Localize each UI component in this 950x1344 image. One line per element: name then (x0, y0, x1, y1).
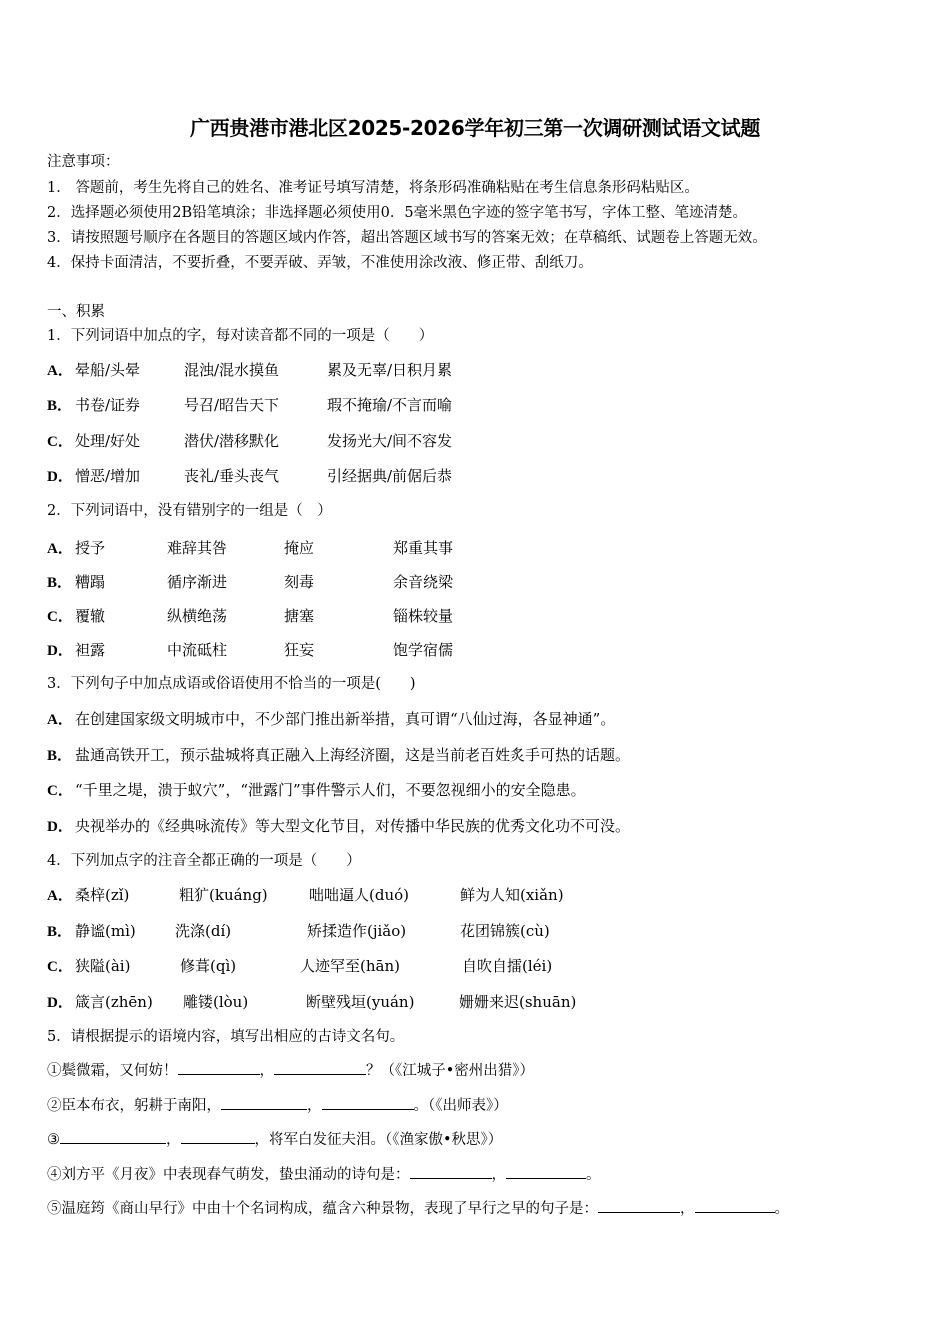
option-text: 盐通高铁开工，预示盐城将真正融入上海经济圈，这是当前老百姓炙手可热的话题。 (75, 746, 631, 764)
option-item: 晕船/头晕 (75, 361, 141, 379)
option-item: 静谧(mì) (75, 922, 136, 940)
notice-item-3: 3．请按照题号顺序在各题目的答题区域内作答，超出答题区域书写的答案无效；在草稿纸、试题卷上答题无效。 (47, 230, 767, 246)
option-item: 狭隘(ài) (75, 957, 131, 975)
option-text: “千里之堤，溃于蚁穴”，“泄露门”事件警示人们，不要忽视细小的安全隐患。 (75, 781, 586, 799)
answer-blank[interactable] (178, 1060, 260, 1075)
item-text: ， (680, 1201, 695, 1217)
option-item: 刻毒 (284, 573, 315, 591)
option-label: A． (47, 363, 73, 379)
question-3-stem: 3．下列句子中加点成语或俗语使用不恰当的一项是( ) (47, 676, 416, 692)
option-item: 糟蹋 (75, 573, 106, 591)
item-text: ，将军白发征夫泪。（《渔家傲•秋思》） (254, 1132, 503, 1148)
notice-item-2: 2．选择题必须使用2B铅笔填涂；非选择题必须使用0．5毫米黑色字迹的签字笔书写，字体工整、笔迹清楚。 (47, 205, 748, 221)
option-item: 郑重其事 (393, 539, 454, 557)
option-label: A． (47, 712, 73, 728)
q5-item-1 (47, 1060, 534, 1081)
q2-option-b[interactable] (47, 572, 454, 593)
option-label: D． (47, 469, 73, 485)
option-item: 搪塞 (284, 607, 315, 625)
page-title: 广西贵港市港北区2025-2026学年初三第一次调研测试语文试题 (189, 116, 761, 140)
q4-option-c[interactable] (47, 956, 553, 977)
option-label: B． (47, 398, 73, 414)
q3-option-b[interactable] (47, 745, 630, 766)
question-1-stem: 1．下列词语中加点的字，每对读音都不同的一项是（ ） (47, 328, 434, 344)
option-item: 书卷/证券 (75, 396, 141, 414)
option-item: 矫揉造作(jiǎo) (307, 922, 407, 940)
option-label: C． (47, 434, 73, 450)
answer-blank[interactable] (598, 1198, 680, 1213)
option-item: 桑梓(zǐ) (75, 886, 130, 904)
option-label: D． (47, 643, 73, 659)
option-item: 修葺(qì) (180, 957, 237, 975)
item-text: ， (166, 1132, 181, 1148)
q2-option-c[interactable] (47, 606, 454, 627)
q2-option-d[interactable] (47, 640, 454, 661)
item-text: ①鬓微霜，又何妨！ (47, 1063, 178, 1079)
option-text: 在创建国家级文明城市中，不少部门推出新举措，真可谓“八仙过海，各显神通”。 (75, 710, 616, 728)
answer-blank[interactable] (410, 1164, 492, 1179)
option-item: 发扬光大/间不容发 (327, 432, 453, 450)
option-item: 余音绕梁 (393, 573, 454, 591)
item-text: ， (491, 1167, 506, 1183)
option-item: 洗涤(dí) (175, 922, 232, 940)
option-item: 咄咄逼人(duó) (309, 886, 409, 904)
section-heading: 一、积累 (47, 304, 105, 320)
option-label: C． (47, 959, 73, 975)
q3-option-a[interactable] (47, 709, 615, 730)
option-label: C． (47, 783, 73, 799)
option-label: C． (47, 609, 73, 625)
item-text: ④刘方平《月夜》中表现春气萌发，蛰虫涌动的诗句是： (47, 1167, 410, 1183)
option-item: 混浊/混水摸鱼 (184, 361, 280, 379)
option-item: 雕镂(lòu) (183, 993, 249, 1011)
option-item: 鲜为人知(xiǎn) (460, 886, 564, 904)
q4-option-d[interactable] (47, 992, 577, 1013)
option-item: 纵横绝荡 (167, 607, 228, 625)
option-item: 粗犷(kuáng) (179, 886, 268, 904)
option-item: 掩应 (284, 539, 315, 557)
option-item: 处理/好处 (75, 432, 141, 450)
q2-option-a[interactable] (47, 538, 454, 559)
option-item: 憎恶/增加 (75, 467, 141, 485)
notice-item-4: 4．保持卡面清洁，不要折叠，不要弄破、弄皱，不准使用涂改液、修正带、刮纸刀。 (47, 255, 593, 271)
question-4-stem: 4．下列加点字的注音全都正确的一项是（ ） (47, 853, 361, 869)
q5-item-3 (47, 1129, 502, 1150)
item-text: ？（《江城子•密州出猎》） (366, 1063, 535, 1079)
option-item: 断壁残垣(yuán) (306, 993, 415, 1011)
item-text: ②臣本布衣，躬耕于南阳， (47, 1098, 221, 1114)
option-item: 锱株较量 (393, 607, 454, 625)
q1-option-b[interactable] (47, 395, 453, 416)
answer-blank[interactable] (60, 1129, 166, 1144)
option-item: 引经据典/前倨后恭 (327, 467, 453, 485)
option-item: 累及无辜/日积月累 (327, 361, 453, 379)
option-label: A． (47, 541, 73, 557)
q1-option-a[interactable] (47, 360, 453, 381)
option-item: 潜伏/潜移默化 (184, 432, 280, 450)
question-5-stem: 5．请根据提示的语境内容，填写出相应的古诗文名句。 (47, 1029, 405, 1045)
option-label: B． (47, 748, 73, 764)
q5-item-5 (47, 1198, 789, 1219)
q5-item-2 (47, 1095, 508, 1116)
option-text: 央视举办的《经典咏流传》等大型文化节目，对传播中华民族的优秀文化功不可没。 (75, 817, 631, 835)
q5-item-4 (47, 1164, 601, 1185)
option-item: 循序渐进 (167, 573, 228, 591)
option-label: A． (47, 888, 73, 904)
q1-option-d[interactable] (47, 466, 453, 487)
option-label: D． (47, 819, 73, 835)
option-item: 袒露 (75, 641, 106, 659)
item-text: ， (259, 1063, 274, 1079)
option-item: 自吹自擂(léi) (462, 957, 553, 975)
notice-heading: 注意事项： (47, 154, 120, 170)
q1-option-c[interactable] (47, 431, 453, 452)
option-item: 难辞其咎 (167, 539, 228, 557)
option-item: 丧礼/垂头丧气 (184, 467, 280, 485)
option-label: D． (47, 995, 73, 1011)
answer-blank[interactable] (695, 1198, 775, 1213)
option-item: 姗姗来迟(shuān) (459, 993, 577, 1011)
item-text: ⑤温庭筠《商山早行》中由十个名词构成，蕴含六种景物，表现了早行之早的句子是： (47, 1201, 598, 1217)
q4-option-b[interactable] (47, 921, 550, 942)
item-text: 。（《出师表》） (413, 1098, 508, 1114)
item-text: 。 (586, 1167, 601, 1183)
option-item: 号召/昭告天下 (184, 396, 280, 414)
option-item: 箴言(zhēn) (75, 993, 153, 1011)
answer-blank[interactable] (181, 1129, 255, 1144)
answer-blank[interactable] (322, 1095, 414, 1110)
answer-blank[interactable] (274, 1060, 366, 1075)
answer-blank[interactable] (221, 1095, 307, 1110)
option-item: 覆辙 (75, 607, 106, 625)
option-item: 饱学宿儒 (393, 641, 454, 659)
answer-blank[interactable] (506, 1164, 586, 1179)
option-item: 狂妄 (284, 641, 315, 659)
notice-item-1: 1． 答题前，考生先将自己的姓名、准考证号填写清楚，将条形码准确粘贴在考生信息条形码粘贴区。 (47, 180, 699, 196)
q3-option-c[interactable] (47, 780, 586, 801)
option-label: B． (47, 575, 73, 591)
item-text: 。 (774, 1201, 789, 1217)
option-item: 花团锦簇(cù) (460, 922, 550, 940)
option-item: 瑕不掩瑜/不言而喻 (327, 396, 453, 414)
q4-option-a[interactable] (47, 885, 564, 906)
option-item: 中流砥柱 (167, 641, 228, 659)
question-2-stem: 2．下列词语中，没有错别字的一组是（ ） (47, 503, 332, 519)
q3-option-d[interactable] (47, 816, 630, 837)
option-item: 人迹罕至(hān) (300, 957, 400, 975)
option-item: 授予 (75, 539, 106, 557)
option-label: B． (47, 924, 73, 940)
item-text: ， (307, 1098, 322, 1114)
item-text: ③ (47, 1132, 60, 1148)
